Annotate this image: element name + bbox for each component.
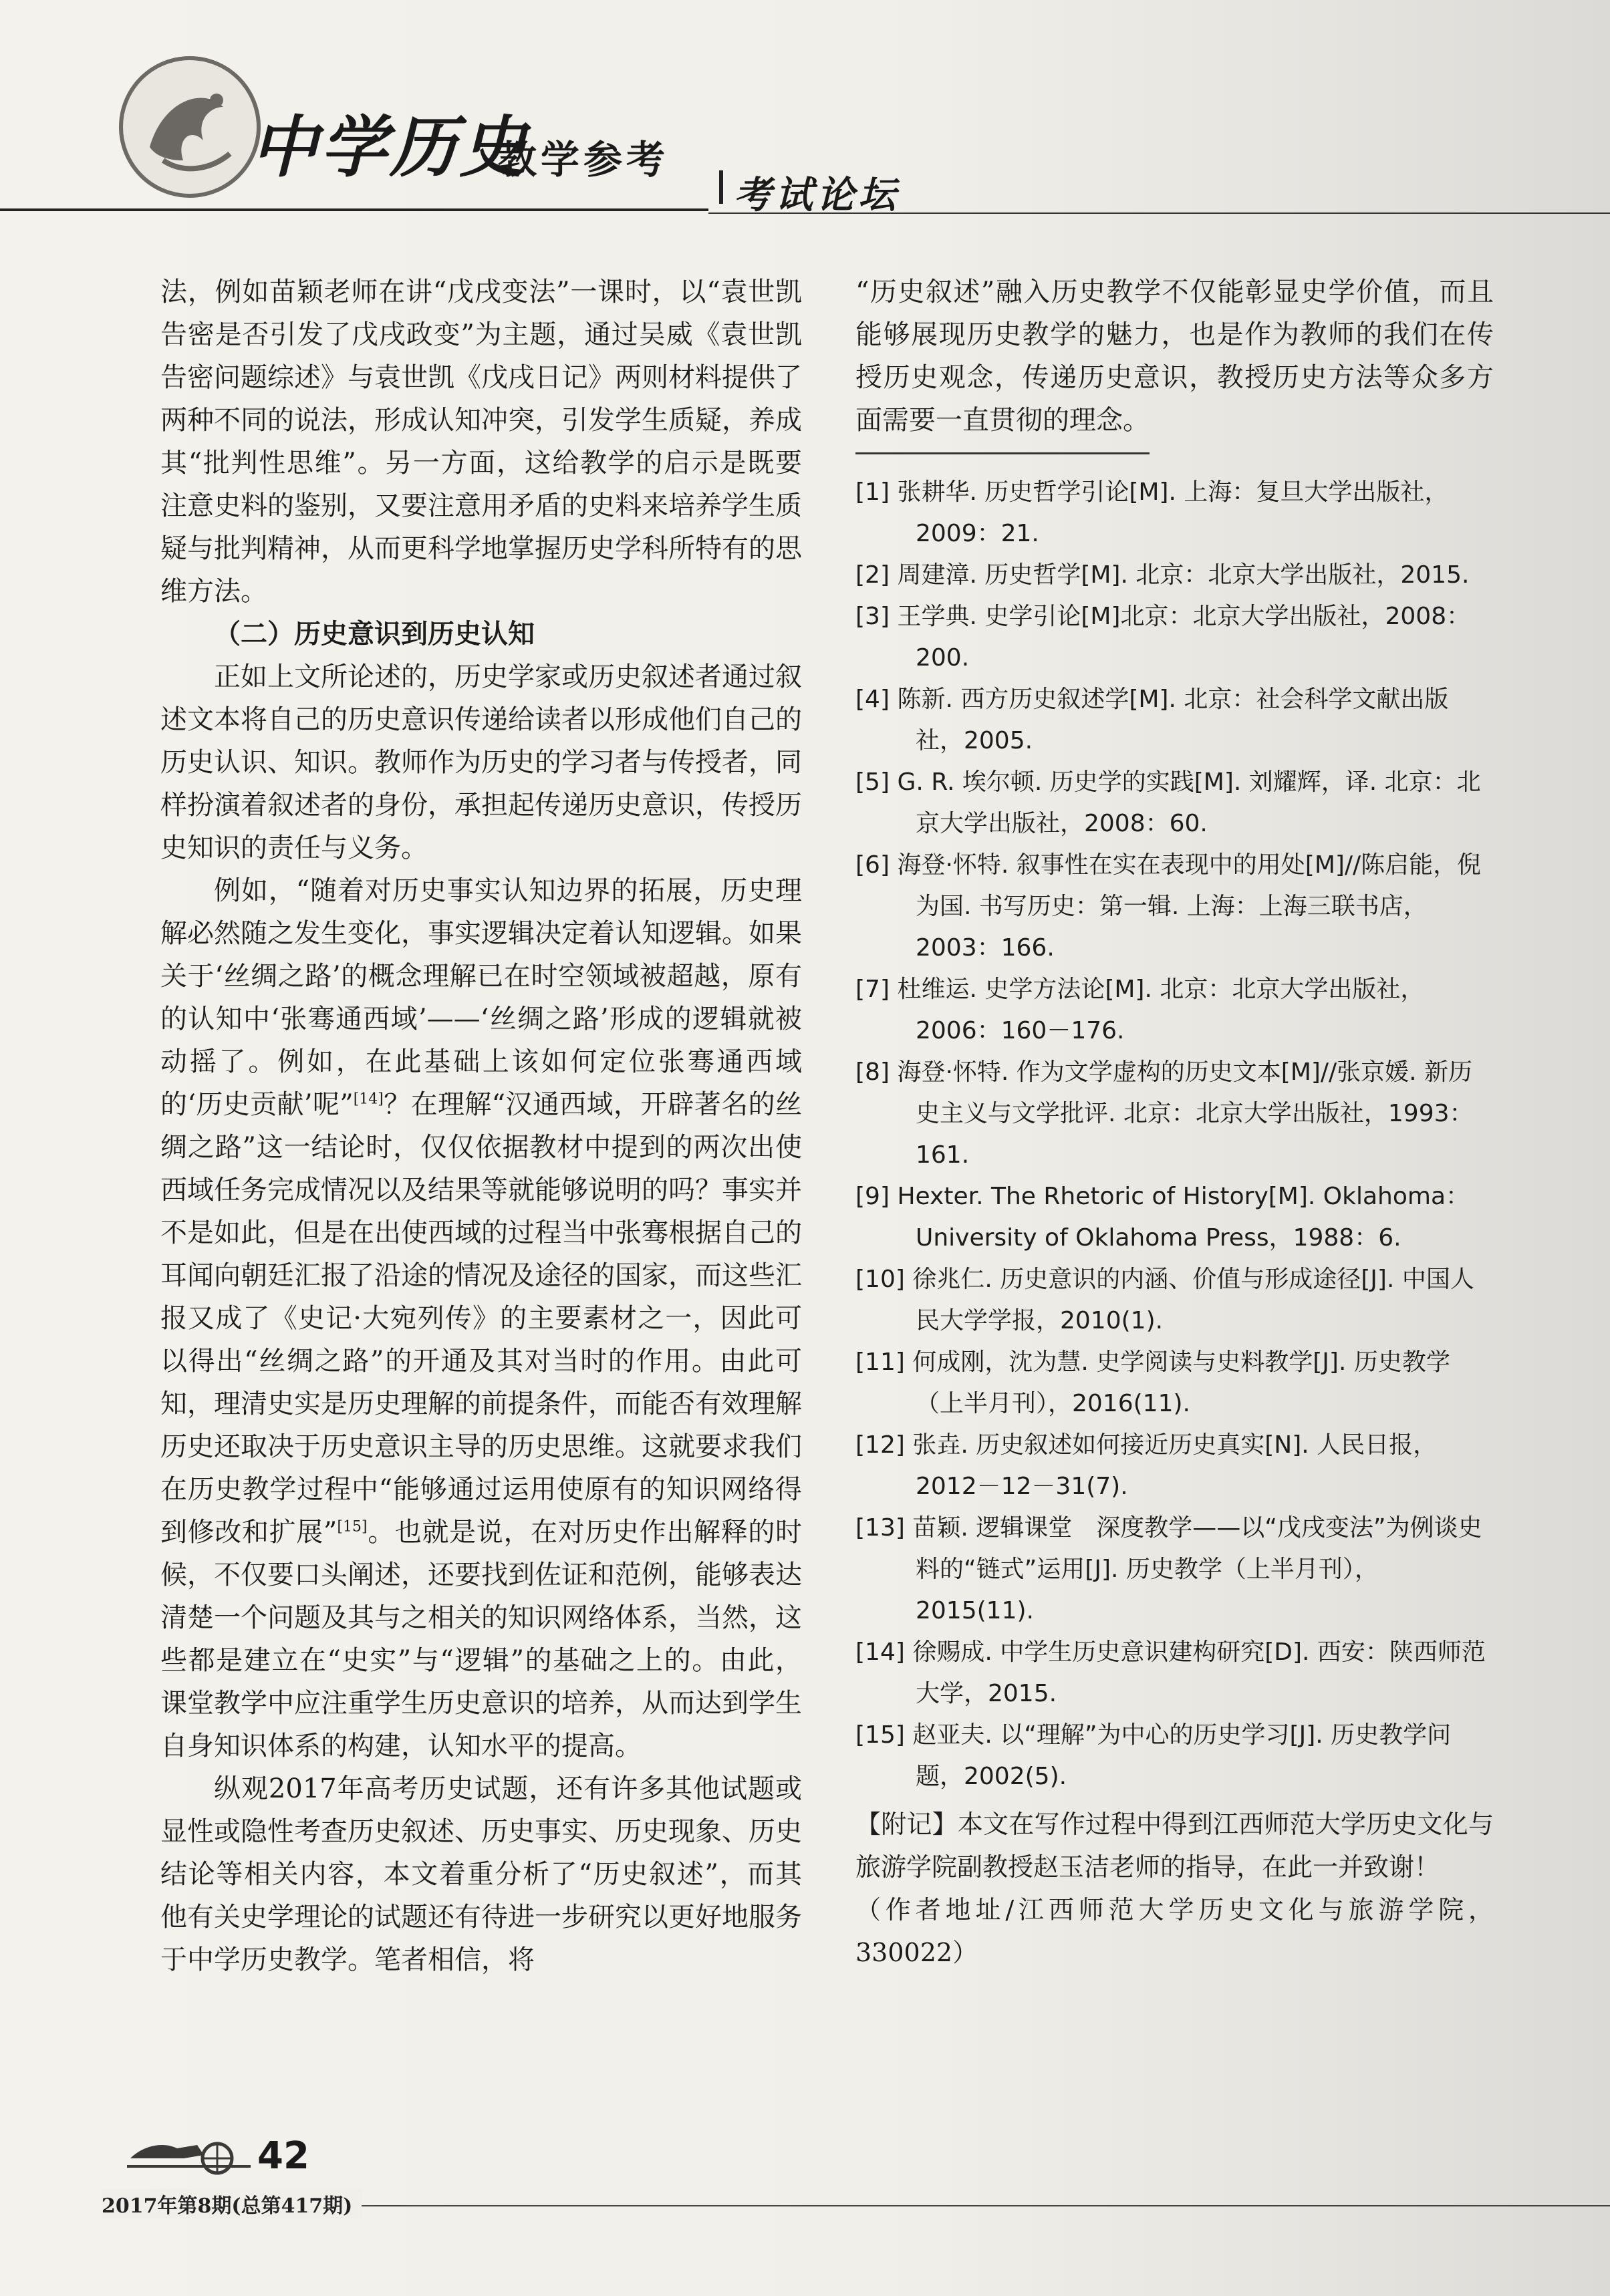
reference-item: [11] 何成刚，沈为慧. 史学阅读与史料教学[J]. 历史教学（上半月刊），2016(11).: [855, 1348, 1450, 1417]
reference-item: [13] 苗颖. 逻辑课堂 深度教学——以“戊戌变法”为例谈史料的“链式”运用[J]. 历史教学（上半月刊），2015(11).: [855, 1514, 1482, 1624]
issue-label: 2017年第8期(总第417期): [102, 2189, 362, 2218]
author-address: （作者地址/江西师范大学历史文化与旅游学院，330022）: [855, 1895, 1494, 1967]
footer-rule: [361, 2205, 1610, 2206]
paragraph: “历史叙述”融入历史教学不仅能彰显史学价值，而且能够展现历史教学的魅力，也是作为教师的我们在传授历史观念，传递历史意识，教授历史方法等众多方面需要一直贯彻的理念。: [855, 277, 1494, 436]
citation-marker: [15]: [337, 1518, 368, 1536]
paragraph: 纵观2017年高考历史试题，还有许多其他试题或显性或隐性考查历史叙述、历史事实、历史现象、历史结论等相关内容，本文着重分析了“历史叙述”，而其他有关史学理论的试题还有待进一步研究以更好地服务于中学历史教学。笔者相信，将: [160, 1773, 802, 1975]
reference-item: [6] 海登·怀特. 叙事性在实在表现中的用处[M]//陈启能，倪为国. 书写历史：第一辑. 上海：上海三联书店，2003：166.: [855, 851, 1482, 962]
reference-item: [4] 陈新. 西方历史叙述学[M]. 北京：社会科学文献出版社，2005.: [855, 686, 1449, 754]
phoenix-icon: [123, 60, 257, 194]
reference-item: [12] 张垚. 历史叙述如何接近历史真实[N]. 人民日报，2012－12－31(7).: [855, 1431, 1438, 1500]
reference-item: [5] G. R. 埃尔顿. 历史学的实践[M]. 刘耀辉，译. 北京：北京大学出版社，2008：60.: [855, 768, 1481, 837]
journal-title: 中学历史: [251, 108, 529, 186]
reference-item: [8] 海登·怀特. 作为文学虚构的历史文本[M]//张京媛. 新历史主义与文学批评. 北京：北京大学出版社，1993：161.: [855, 1058, 1474, 1169]
page-number: 42: [257, 2134, 309, 2178]
reference-item: [9] Hexter. The Rhetoric of History[M]. Oklahoma：University of Oklahoma Press，1988：6.: [855, 1183, 1470, 1252]
reference-item: [1] 张耕华. 历史哲学引论[M]. 上海：复旦大学出版社，2009：21.: [855, 478, 1449, 547]
chariot-icon: [124, 2125, 257, 2178]
reference-list: [855, 472, 1494, 1798]
paragraph: 正如上文所论述的，历史学家或历史叙述者通过叙述文本将自己的历史意识传递给读者以形成他们自己的历史认识、知识。教师作为历史的学习者与传授者，同样扮演着叙述者的身份，承担起传递历史意识，传授历史知识的责任与义务。: [160, 662, 802, 863]
reference-item: [7] 杜维运. 史学方法论[M]. 北京：北京大学出版社，2006：160－176.: [855, 976, 1425, 1044]
header-divider: [719, 170, 723, 204]
reference-item: [14] 徐赐成. 中学生历史意识建构研究[D]. 西安：陕西师范大学，2015.: [855, 1638, 1486, 1707]
reference-item: [3] 王学典. 史学引论[M]北京：北京大学出版社，2008：200.: [855, 603, 1471, 672]
subsection-heading: （二）历史意识到历史认知: [214, 618, 535, 650]
paragraph-text: 例如，“随着对历史事实认知边界的拓展，历史理解必然随之发生变化，事实逻辑决定着认知逻辑。如果关于‘丝绸之路’的概念理解已在时空领域被超越，原有的认知中‘张骞通西域’——‘丝绸之路’形成的逻辑就被动摇了。例如，在此基础上该如何定位张骞通西域的‘历史贡献’呢”: [160, 875, 802, 1120]
reference-item: [10] 徐兆仁. 历史意识的内涵、价值与形成途径[J]. 中国人民大学学报，2010(1).: [855, 1266, 1474, 1334]
section-label: 考试论坛: [734, 173, 900, 217]
paragraph: 法，例如苗颖老师在讲“戊戌变法”一课时，以“袁世凯告密是否引发了戊戌政变”为主题，通过吴威《袁世凯告密问题综述》与袁世凯《戊戌日记》两则材料提供了两种不同的说法，形成认知冲突，引发学生质疑，养成其“批判性思维”。另一方面，这给教学的启示是既要注意史料的鉴别，又要注意用矛盾的史料来培养学生质疑与批判精神，从而更科学地掌握历史学科所特有的思维方法。: [160, 277, 802, 607]
acknowledgement: [855, 1803, 1494, 1974]
paragraph-text: ？在理解“汉通西域，开辟著名的丝绸之路”这一结论时，仅仅依据教材中提到的两次出使西域任务完成情况以及结果等就能够说明的吗？事实并不是如此，但是在出使西域的过程当中张骞根据自己的耳闻向朝廷汇报了沿途的情况及途径的国家，而这些汇报又成了《史记·大宛列传》的主要素材之一，因此可以得出“丝绸之路”的开通及其对当时的作用。由此可知，理清史实是历史理解的前提条件，而能否有效理解历史还取决于历史意识主导的历史思维。这就要求我们在历史教学过程中“能够通过运用使原有的知识网络得到修改和扩展”: [160, 1089, 802, 1548]
header-rule: [0, 208, 708, 211]
reference-item: [2] 周建漳. 历史哲学[M]. 北京：北京大学出版社，2015.: [855, 561, 1470, 589]
acknowledgement-text: 【附记】本文在写作过程中得到江西师范大学历史文化与旅游学院副教授赵玉洁老师的指导，在此一并致谢！: [855, 1810, 1494, 1882]
paragraph: [160, 869, 802, 1767]
journal-emblem-icon: [119, 56, 261, 198]
citation-marker: [14]: [353, 1091, 384, 1108]
references-rule: [855, 452, 1150, 454]
right-column: [855, 271, 1494, 1974]
journal-subtitle: 教学参考: [498, 137, 670, 182]
paragraph-text: 。也就是说，在对历史作出解释的时候，不仅要口头阐述，还要找到佐证和范例，能够表达清楚一个问题及其与之相关的知识网络体系，当然，这些都是建立在“史实”与“逻辑”的基础之上的。由此，课堂教学中应注重学生历史意识的培养，从而达到学生自身知识体系的构建，认知水平的提高。: [160, 1517, 803, 1761]
left-column: [160, 271, 802, 1981]
reference-item: [15] 赵亚夫. 以“理解”为中心的历史学习[J]. 历史教学问题，2002(5).: [855, 1721, 1452, 1790]
